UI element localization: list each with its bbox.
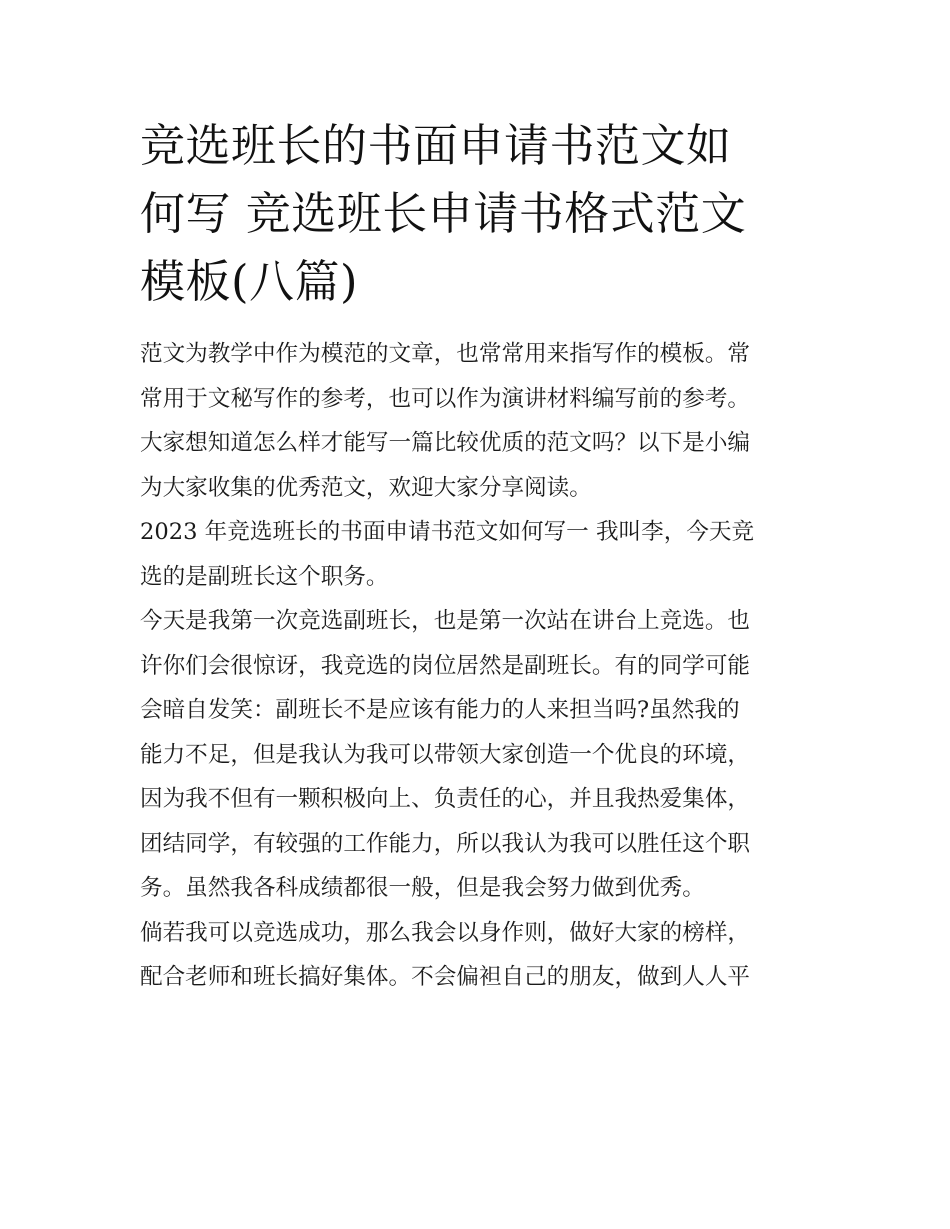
text-line: 常用于文秘写作的参考，也可以作为演讲材料编写前的参考。 — [140, 385, 751, 412]
text-line: 选的是副班长这个职务。 — [140, 563, 389, 590]
text-line: 因为我不但有一颗积极向上、负责任的心，并且我热爱集体， — [140, 786, 751, 812]
text-line: 许你们会很惊讶，我竞选的岗位居然是副班长。有的同学可能 — [140, 652, 751, 679]
text-line: 为大家收集的优秀范文，欢迎大家分享阅读。 — [140, 474, 592, 501]
text-line: 配合老师和班长搞好集体。不会偏袒自己的朋友，做到人人平 — [140, 964, 751, 990]
body-paragraph — [140, 911, 820, 1000]
title-line: 竞选班长的书面申请书范文如 — [140, 119, 732, 172]
text-line: 2023 年竞选班长的书面申请书范文如何写一 我叫李，今天竞 — [140, 519, 755, 545]
text-line: 务。虽然我各科成绩都很一般，但是我会努力做到优秀。 — [140, 875, 705, 901]
body-paragraph — [140, 599, 820, 911]
text-line: 今天是我第一次竞选副班长，也是第一次站在讲台上竞选。也 — [140, 608, 751, 634]
text-line: 大家想知道怎么样才能写一篇比较优质的范文吗？以下是小编 — [140, 430, 751, 456]
document-title — [140, 112, 820, 316]
document-content — [140, 112, 820, 1000]
title-line: 何写 竞选班长申请书格式范文 — [140, 187, 747, 240]
document-body — [140, 332, 820, 1000]
text-line: 范文为教学中作为模范的文章，也常常用来指写作的模板。常 — [140, 341, 751, 367]
text-line: 倘若我可以竞选成功，那么我会以身作则，做好大家的榜样， — [140, 919, 751, 946]
text-line: 会暗自发笑：副班长不是应该有能力的人来担当吗?虽然我的 — [140, 697, 740, 723]
section-heading-paragraph — [140, 510, 820, 599]
text-line: 能力不足，但是我认为我可以带领大家创造一个优良的环境， — [140, 741, 751, 768]
title-line: 模板(八篇) — [140, 255, 359, 308]
intro-paragraph — [140, 332, 820, 510]
text-line: 团结同学，有较强的工作能力，所以我认为我可以胜任这个职 — [140, 830, 751, 857]
